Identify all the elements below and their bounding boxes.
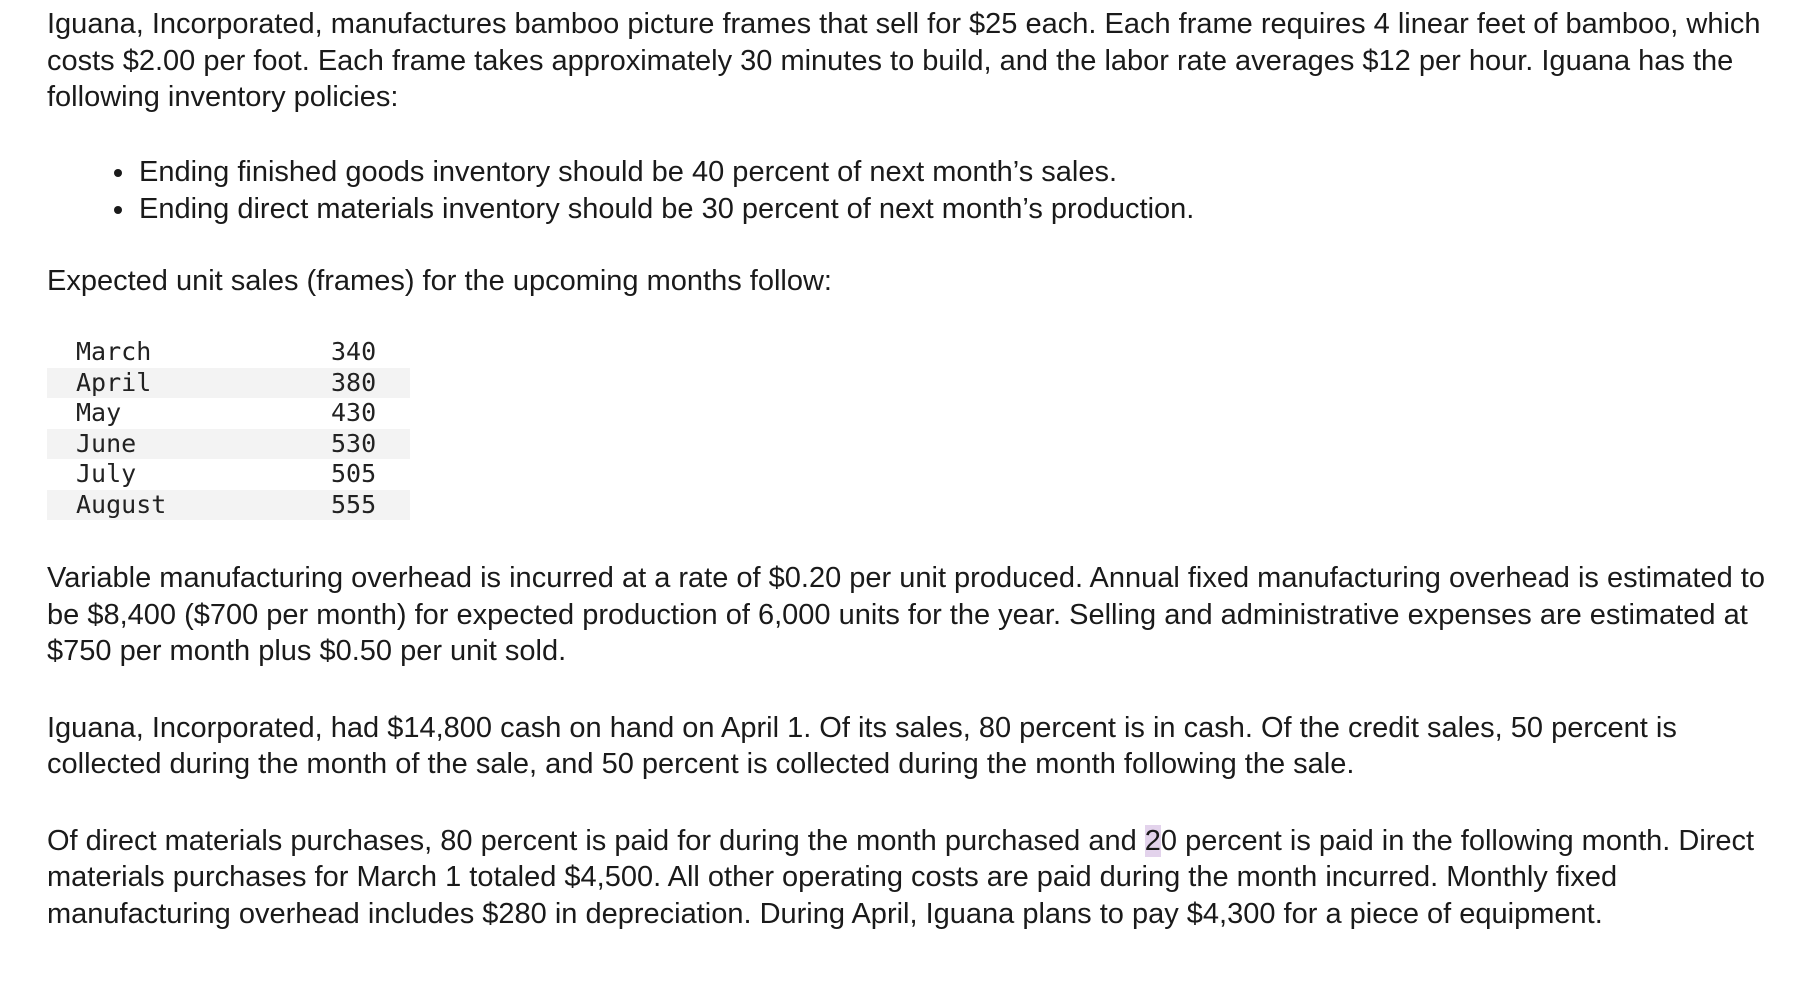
units-cell: 555 (331, 490, 410, 521)
cash-paragraph: Iguana, Incorporated, had $14,800 cash on hand on April 1. Of its sales, 80 percent is in cash. Of the credit sales, 50 percent is collected during the month of the sale, and 50 percent is collected during the month following the sale. (47, 711, 1677, 780)
purchases-text-start: Of direct materials purchases, 80 percent is paid for during the month purchased and (47, 824, 1145, 857)
units-cell: 430 (331, 398, 377, 427)
expected-sales-table (47, 337, 410, 520)
inventory-policies-list (47, 154, 1787, 228)
table-row (47, 429, 410, 460)
table-row (47, 459, 410, 490)
text-selection-highlight: 2 (1144, 824, 1161, 857)
policy-finished-goods: • Ending finished goods inventory should be 40 percent of next month’s sales. (137, 154, 1787, 191)
month-cell: July (76, 459, 137, 488)
table-row (47, 368, 410, 399)
problem-text (47, 6, 1787, 932)
units-cell: 530 (331, 429, 410, 460)
sales-lead-text: Expected unit sales (frames) for the upcoming months follow: (47, 264, 832, 297)
units-cell: 380 (331, 368, 410, 399)
policy-direct-materials: • Ending direct materials inventory should be 30 percent of next month’s production. (137, 191, 1787, 228)
intro-paragraph: Iguana, Incorporated, manufactures bamboo picture frames that sell for $25 each. Each frame requires 4 linear feet of bamboo, which costs $2.00 per foot. Each frame takes approximately 30 minutes to build, and the labor rate averages $12 per hour. Iguana has the following inventory policies: (47, 8, 1761, 113)
month-cell: August (47, 490, 331, 521)
month-cell: March (76, 337, 152, 366)
units-cell: 340 (331, 337, 377, 366)
units-cell: 505 (331, 459, 377, 488)
month-cell: June (47, 429, 331, 460)
month-cell: May (76, 398, 122, 427)
month-cell: April (47, 368, 331, 399)
table-row (47, 398, 410, 429)
table-row (47, 337, 410, 368)
table-row (47, 490, 410, 521)
purchases-text-end: 0 percent is paid in the following month. Direct materials purchases for March 1 totaled $4,500. All other operating costs are paid during the month incurred. Monthly fixed manufacturing overhead includes $280 in depreciation. During April, Iguana plans to pay $4,300 for a piece of equipment. (47, 824, 1755, 930)
purchases-paragraph (47, 823, 1787, 933)
overhead-paragraph: Variable manufacturing overhead is incurred at a rate of $0.20 per unit produced. Annual fixed manufacturing overhead is estimated to be $8,400 ($700 per month) for expected production of 6,000 units for the year. Selling and administrative expenses are estimated at $750 per month plus $0.50 per unit sold. (47, 562, 1765, 667)
